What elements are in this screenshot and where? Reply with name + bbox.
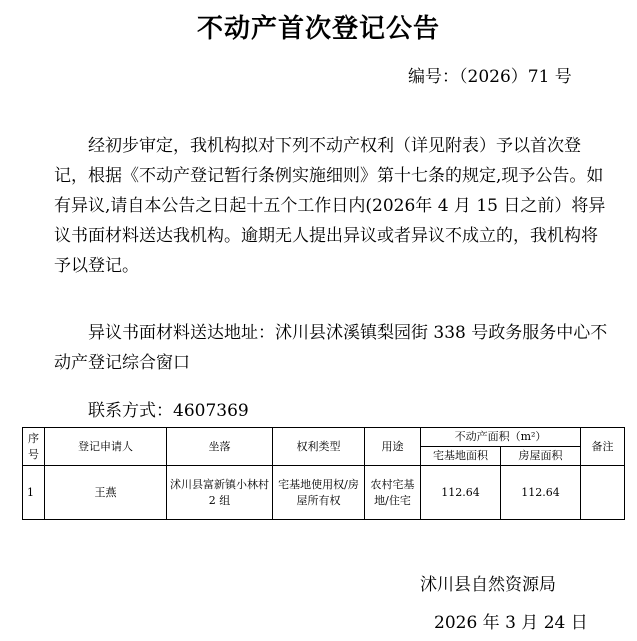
header-remark: 备注 [581, 428, 625, 466]
issuing-organization: 沭川县自然资源局 [420, 575, 556, 595]
notice-body-paragraph: 经初步审定，我机构拟对下列不动产权利（详见附表）予以首次登记，根据《不动产登记暂行条例实施细则》第十七条的规定,现予公告。如有异议,请自本公告之日起十五个工作日内(2026年 4 月 15 日之前）将异议书面材料送达我机构。逾期无人提出异议或者异议不成立的，我机构将予以登记。 [54, 136, 606, 276]
registration-table [22, 427, 625, 520]
header-seq: 序号 [23, 428, 45, 466]
cell-location: 沭川县富新镇小林村 2 组 [167, 466, 273, 520]
cell-house-area: 112.64 [501, 466, 581, 520]
header-house-area: 房屋面积 [501, 447, 581, 466]
issue-date: 2026 年 3 月 24 日 [434, 613, 588, 633]
cell-right-type: 宅基地使用权/房屋所有权 [273, 466, 365, 520]
cell-seq: 1 [23, 466, 45, 520]
header-land-area: 宅基地面积 [421, 447, 501, 466]
contact-info: 联系方式：4607369 [88, 401, 249, 421]
notice-title: 不动产首次登记公告 [196, 14, 440, 44]
header-area-group: 不动产面积（m²） [421, 428, 581, 447]
header-right-type: 权利类型 [273, 428, 365, 466]
cell-land-area: 112.64 [421, 466, 501, 520]
header-location: 坐落 [167, 428, 273, 466]
table-row [23, 466, 625, 520]
cell-remark [581, 466, 625, 520]
header-usage: 用途 [365, 428, 421, 466]
document-number: 编号：（2026）71 号 [408, 67, 572, 87]
objection-address-paragraph: 异议书面材料送达地址：沭川县沭溪镇梨园街 338 号政务服务中心不动产登记综合窗口 [54, 323, 608, 373]
cell-applicant: 王燕 [45, 466, 167, 520]
cell-usage: 农村宅基地/住宅 [365, 466, 421, 520]
header-applicant: 登记申请人 [45, 428, 167, 466]
